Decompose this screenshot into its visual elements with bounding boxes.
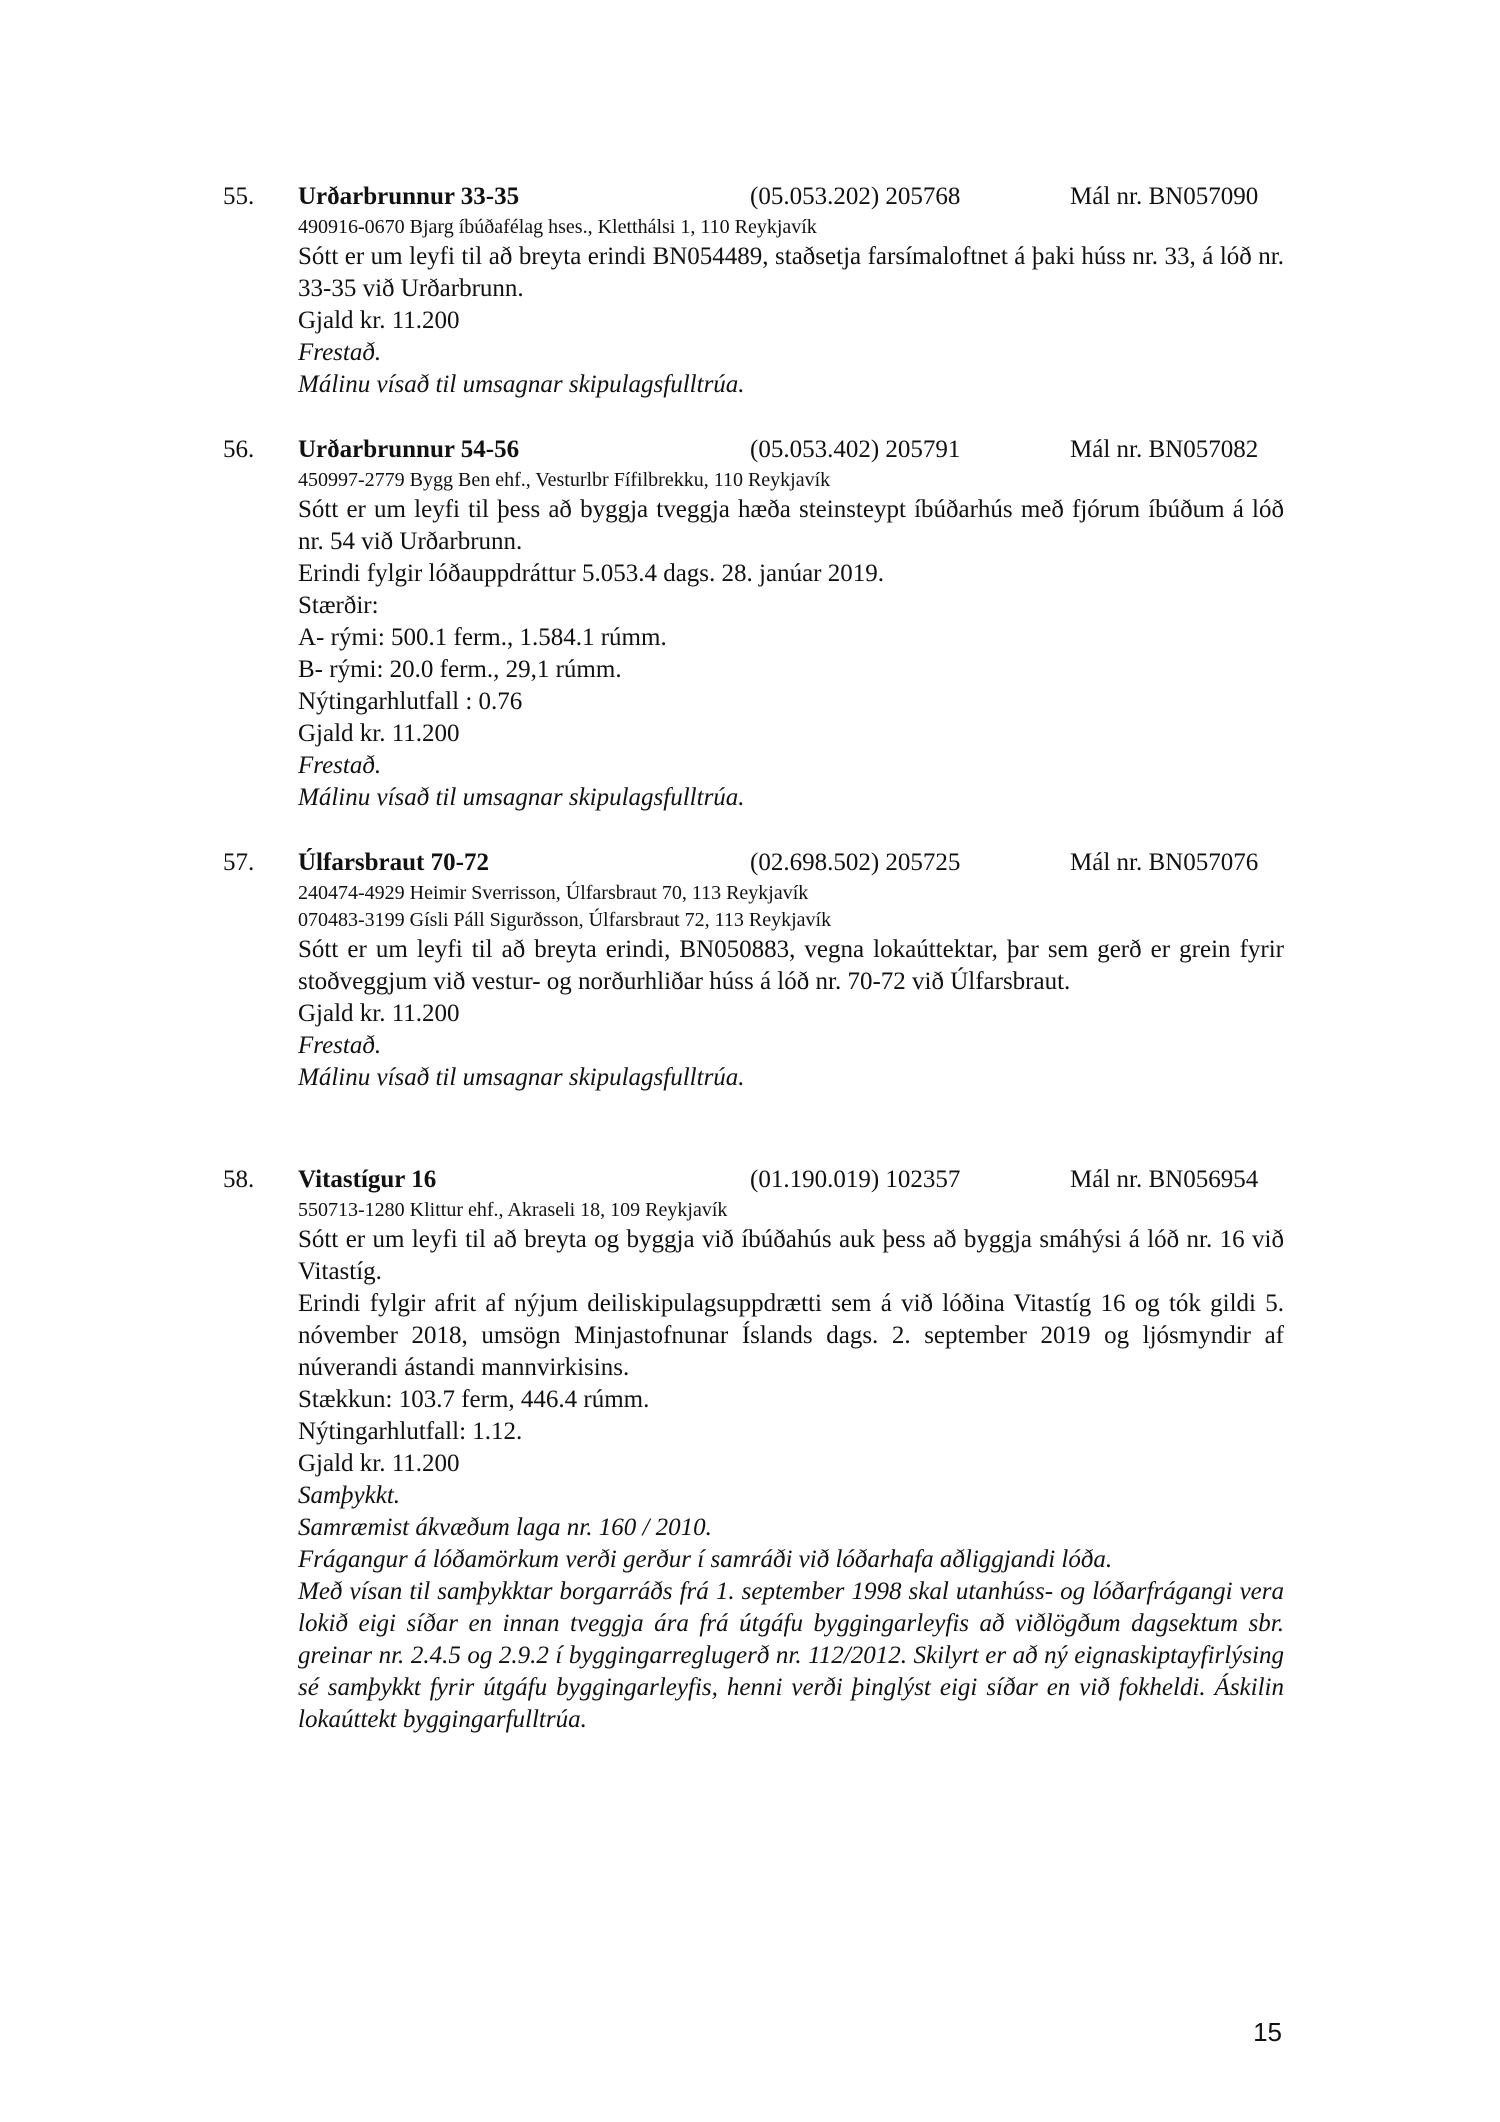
entry-description: Sótt er um leyfi til að breyta erindi, BN050883, vegna lokaúttektar, þar sem gerð er grein fyrir stoðveggjum við vestur- og norðurhliðar húss á lóð nr. 70-72 við Úlfarsbraut. bbox=[298, 936, 1284, 995]
entry-body bbox=[298, 880, 1284, 1094]
detail-line: B- rými: 20.0 ferm., 29,1 rúmm. bbox=[298, 656, 622, 683]
entry-description: Sótt er um leyfi til að breyta og byggja við íbúðahús auk þess að byggja smáhýsi á lóð nr. 16 við Vitastíg. bbox=[298, 1226, 1284, 1285]
entry-case-number: Mál nr. BN057090 bbox=[1070, 183, 1259, 210]
case-entry-55 bbox=[0, 180, 1500, 401]
applicant: 450997-2779 Bygg Ben ehf., Vesturlbr Fífilbrekku, 110 Reykjavík bbox=[298, 469, 831, 491]
entry-title: Urðarbrunnur 54-56 bbox=[298, 436, 520, 463]
entry-case-number: Mál nr. BN056954 bbox=[1070, 1166, 1259, 1193]
entry-number: 55. bbox=[223, 183, 255, 210]
entry-header bbox=[0, 846, 1500, 880]
detail-line: A- rými: 500.1 ferm., 1.584.1 rúmm. bbox=[298, 624, 667, 651]
entry-title: Úlfarsbraut 70-72 bbox=[298, 849, 489, 876]
entry-reference: (05.053.402) 205791 bbox=[750, 436, 961, 463]
fee-line: Gjald kr. 11.200 bbox=[298, 307, 460, 334]
detail-line: Erindi fylgir lóðauppdráttur 5.053.4 dags. 28. janúar 2019. bbox=[298, 560, 884, 587]
entry-case-number: Mál nr. BN057076 bbox=[1070, 849, 1259, 876]
entry-reference: (01.190.019) 102357 bbox=[750, 1166, 961, 1193]
detail-line: Nýtingarhlutfall: 1.12. bbox=[298, 1418, 523, 1445]
case-entry-56 bbox=[0, 433, 1500, 814]
decision-line: Málinu vísað til umsagnar skipulagsfulltrúa. bbox=[298, 371, 745, 398]
detail-line: Stærðir: bbox=[298, 592, 379, 619]
decision-paragraph: Með vísan til samþykktar borgarráðs frá 1. september 1998 skal utanhúss- og lóðarfrágangi vera lokið eigi síðar en innan tveggja ára frá útgáfu byggingarleyfis að viðlögðum dagsektum sbr. greinar nr. 2.4.5 og 2.9.2 í byggingarreglugerð nr. 112/2012. Skilyrt er að ný eignaskiptayfirlýsing sé samþykkt fyrir útgáfu byggingarleyfis, henni verði þinglýst eigi síðar en við fokheldi. Áskilin lokaúttekt byggingarfulltrúa. bbox=[298, 1578, 1284, 1733]
entry-description: Sótt er um leyfi til að breyta erindi BN054489, staðsetja farsímaloftnet á þaki húss nr. 33, á lóð nr. 33-35 við Urðarbrunn. bbox=[298, 243, 1284, 302]
decision-line: Frestað. bbox=[298, 1032, 382, 1059]
fee-line: Gjald kr. 11.200 bbox=[298, 1000, 460, 1027]
applicant: 550713-1280 Klittur ehf., Akraseli 18, 109 Reykjavík bbox=[298, 1199, 728, 1221]
entry-reference: (05.053.202) 205768 bbox=[750, 183, 961, 210]
applicant: 240474-4929 Heimir Sverrisson, Úlfarsbraut 70, 113 Reykjavík bbox=[298, 882, 809, 904]
detail-line: Nýtingarhlutfall : 0.76 bbox=[298, 688, 523, 715]
case-entry-58 bbox=[0, 1163, 1500, 1736]
decision-line: Samþykkt. bbox=[298, 1482, 401, 1509]
entry-body bbox=[298, 1197, 1284, 1736]
decision-line: Samræmist ákvæðum laga nr. 160 / 2010. bbox=[298, 1514, 712, 1541]
decision-line: Frágangur á lóðamörkum verði gerður í samráði við lóðarhafa aðliggjandi lóða. bbox=[298, 1546, 1113, 1573]
applicant: 490916-0670 Bjarg íbúðafélag hses., Kletthálsi 1, 110 Reykjavík bbox=[298, 216, 817, 238]
applicant: 070483-3199 Gísli Páll Sigurðsson, Úlfarsbraut 72, 113 Reykjavík bbox=[298, 909, 832, 931]
entry-body bbox=[298, 214, 1284, 401]
entry-number: 56. bbox=[223, 436, 255, 463]
entry-case-number: Mál nr. BN057082 bbox=[1070, 436, 1259, 463]
entry-header bbox=[0, 1163, 1500, 1197]
entry-reference: (02.698.502) 205725 bbox=[750, 849, 961, 876]
fee-line: Gjald kr. 11.200 bbox=[298, 720, 460, 747]
entry-number: 58. bbox=[223, 1166, 255, 1193]
fee-line: Gjald kr. 11.200 bbox=[298, 1450, 460, 1477]
case-entry-57 bbox=[0, 846, 1500, 1094]
decision-line: Frestað. bbox=[298, 339, 382, 366]
detail-line: Stækkun: 103.7 ferm, 446.4 rúmm. bbox=[298, 1386, 650, 1413]
entry-title: Urðarbrunnur 33-35 bbox=[298, 183, 520, 210]
page-number: 15 bbox=[1253, 2017, 1282, 2047]
decision-line: Málinu vísað til umsagnar skipulagsfulltrúa. bbox=[298, 1064, 745, 1091]
entry-header bbox=[0, 180, 1500, 214]
entry-body bbox=[298, 467, 1284, 814]
entry-attachments: Erindi fylgir afrit af nýjum deiliskipulagsuppdrætti sem á við lóðina Vitastíg 16 og tók gildi 5. nóvember 2018, umsögn Minjastofnunar Íslands dags. 2. september 2019 og ljósmyndir af núverandi ástandi mannvirkisins. bbox=[298, 1290, 1284, 1381]
decision-line: Málinu vísað til umsagnar skipulagsfulltrúa. bbox=[298, 784, 745, 811]
entry-title: Vitastígur 16 bbox=[298, 1166, 437, 1193]
entry-description: Sótt er um leyfi til þess að byggja tveggja hæða steinsteypt íbúðarhús með fjórum íbúðum á lóð nr. 54 við Urðarbrunn. bbox=[298, 496, 1284, 555]
entry-header bbox=[0, 433, 1500, 467]
decision-line: Frestað. bbox=[298, 752, 382, 779]
entry-number: 57. bbox=[223, 849, 255, 876]
